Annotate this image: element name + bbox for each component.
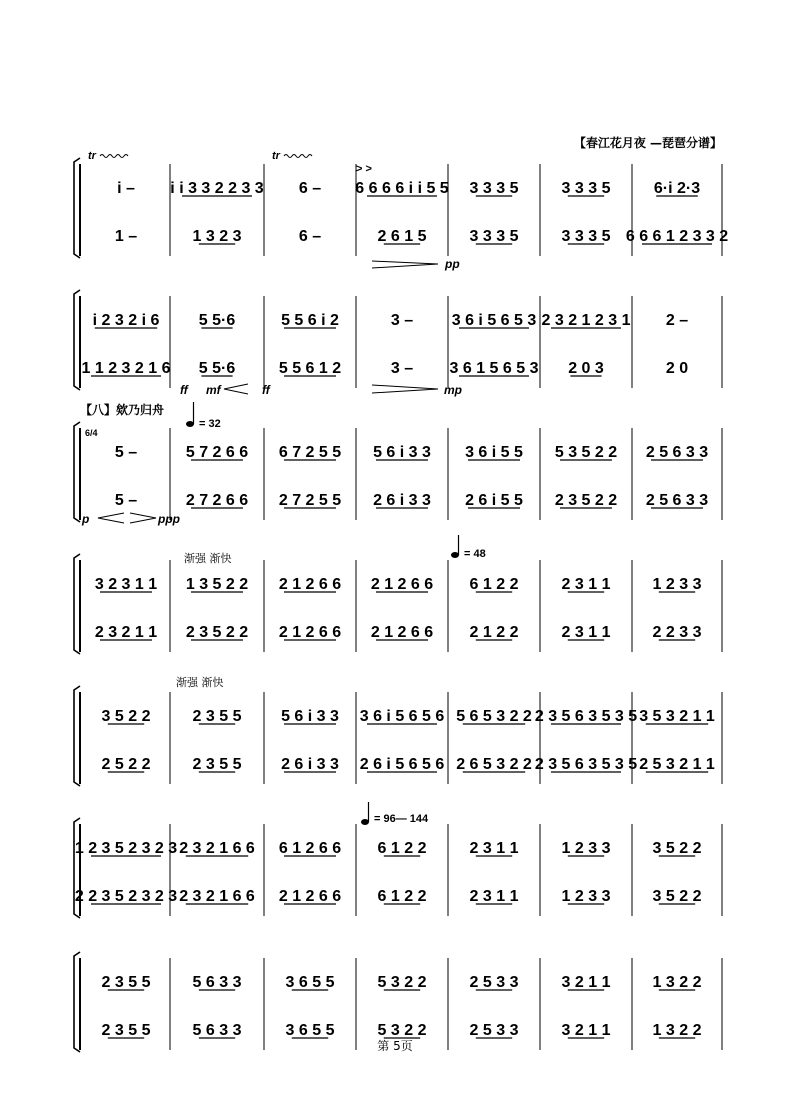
decrescendo-hairpin (372, 385, 438, 393)
dynamic-pp: pp (445, 257, 460, 271)
crescendo-hairpin (224, 384, 248, 394)
upper-staff-measure: 3 2 1 1 (561, 974, 611, 991)
trill-marking: tr (88, 150, 96, 162)
measures (75, 180, 728, 1039)
upper-staff-measure: 1 2 3 5 2 3 2 3 (74, 840, 178, 857)
page-header: 【春江花月夜 —琵琶分谱】 (573, 136, 722, 150)
expression-text: 渐强 渐快 (184, 552, 232, 565)
upper-staff-measure: 3 5 2 2 (652, 840, 702, 857)
upper-staff-measure: 2 3 2 1 2 3 1 (541, 312, 631, 329)
lower-staff-measure: 1 3 2 2 (652, 1022, 702, 1039)
upper-staff-measure: 5 6 i 3 3 (281, 708, 339, 725)
upper-staff-measure: 5 5 6 i 2 (281, 312, 339, 329)
upper-staff-measure: 6·i 2·3 (653, 180, 701, 197)
upper-staff-measure: 6 1 2 2 (377, 840, 427, 857)
lower-staff-measure: 2 2 3 5 2 3 2 3 (74, 888, 178, 905)
lower-staff-measure: 2 0 (665, 360, 689, 377)
upper-staff-measure: 5 7 2 6 6 (185, 444, 249, 461)
lower-staff-measure: 1 – (114, 228, 138, 245)
upper-staff-measure: 3 6 i 5 5 (465, 444, 523, 461)
upper-staff-measure: 5 5·6 (198, 312, 236, 329)
lower-staff-measure: 2 6 i 5 5 (465, 492, 523, 509)
upper-staff-measure: 5 6 i 3 3 (373, 444, 431, 461)
lower-staff-measure: 2 5 3 3 (469, 1022, 519, 1039)
lower-staff-measure: 5 5 6 1 2 (278, 360, 342, 377)
lower-staff-measure: 5 6 3 3 (192, 1022, 242, 1039)
lower-staff-measure: 2 3 2 1 6 6 (179, 888, 255, 905)
lower-staff-measure: 2 6 1 5 (377, 228, 427, 245)
lower-staff-measure: 2 3 5 2 2 (554, 492, 618, 509)
tempo-marking: = 96— 144 (374, 813, 429, 825)
tempo-marking: = 48 (464, 548, 486, 560)
time-signature: 6/4 (85, 428, 98, 438)
upper-staff-measure: 2 3 5 6 3 5 3 5 (534, 708, 638, 725)
lower-staff-measure: 3 3 3 5 (469, 228, 519, 245)
lower-staff-measure: 2 3 5 5 (101, 1022, 151, 1039)
lower-staff-measure: 2 6 i 3 3 (373, 492, 431, 509)
dynamic-ff: ff (180, 383, 188, 397)
dynamic-mf: mf (206, 383, 221, 397)
upper-staff-measure: 3 3 3 5 (469, 180, 519, 197)
lower-staff-measure: 5 5·6 (198, 360, 236, 377)
lower-staff-measure: 2 3 2 1 1 (94, 624, 158, 641)
section-label: 【八】欸乃归舟 (80, 403, 165, 417)
upper-staff-measure: 3 6 5 5 (285, 974, 335, 991)
lower-staff-measure: 2 7 2 5 5 (278, 492, 342, 509)
decrescendo-hairpin (372, 261, 438, 268)
lower-staff-measure: 2 3 5 6 3 5 3 5 (534, 756, 638, 773)
upper-staff-measure: 3 3 3 5 (561, 180, 611, 197)
dynamic-mp: mp (444, 383, 462, 397)
lower-staff-measure: 2 3 1 1 (469, 888, 519, 905)
upper-staff-measure: i – (117, 180, 135, 197)
lower-staff-measure: 3 6 1 5 6 5 3 (449, 360, 539, 377)
upper-staff-measure: 2 3 5 5 (192, 708, 242, 725)
upper-staff-measure: 2 1 2 6 6 (278, 576, 342, 593)
upper-staff-measure: i 2 3 2 i 6 (92, 312, 160, 329)
upper-staff-measure: 6 7 2 5 5 (278, 444, 342, 461)
upper-staff-measure: 2 3 2 1 6 6 (179, 840, 255, 857)
upper-staff-measure: 5 3 2 2 (377, 974, 427, 991)
upper-staff-measure: 5 3 5 2 2 (554, 444, 618, 461)
upper-staff-measure: 3 6 i 5 6 5 6 (359, 708, 445, 725)
lower-staff-measure: 5 3 2 2 (377, 1022, 427, 1039)
lower-staff-measure: 2 7 2 6 6 (185, 492, 249, 509)
upper-staff-measure: 3 2 3 1 1 (94, 576, 158, 593)
lower-staff-measure: 2 6 i 5 6 5 6 (359, 756, 445, 773)
lower-staff-measure: 6 1 2 2 (377, 888, 427, 905)
lower-staff-measure: 2 5 6 3 3 (645, 492, 709, 509)
lower-staff-measure: 1 3 2 3 (192, 228, 242, 245)
upper-staff-measure: 2 – (665, 312, 689, 329)
lower-staff-measure: 2 5 3 2 1 1 (639, 756, 715, 773)
lower-staff-measure: 2 6 i 3 3 (281, 756, 339, 773)
upper-staff-measure: 6 1 2 6 6 (278, 840, 342, 857)
lower-staff-measure: 3 2 1 1 (561, 1022, 611, 1039)
lower-staff-measure: 2 6 5 3 2 2 (456, 756, 532, 773)
lower-staff-measure: 5 – (114, 492, 138, 509)
upper-staff-measure: 2 1 2 6 6 (370, 576, 434, 593)
upper-staff-measure: 3 5 2 2 (101, 708, 151, 725)
lower-staff-measure: 2 1 2 6 6 (278, 888, 342, 905)
page-number: 第 5页 (377, 1039, 413, 1053)
lower-staff-measure: 2 5 2 2 (101, 756, 151, 773)
upper-staff-measure: 5 – (114, 444, 138, 461)
tempo-marking: = 32 (199, 418, 221, 430)
dynamic-ff: ff (262, 383, 270, 397)
lower-staff-measure: 3 5 2 2 (652, 888, 702, 905)
upper-staff-measure: 2 3 1 1 (561, 576, 611, 593)
upper-staff-measure: 5 6 5 3 2 2 (456, 708, 532, 725)
trill-marking: tr (272, 150, 280, 162)
upper-staff-measure: 3 5 3 2 1 1 (639, 708, 715, 725)
upper-staff-measure: 3 – (390, 312, 414, 329)
lower-staff-measure: 2 3 5 2 2 (185, 624, 249, 641)
lower-staff-measure: 2 3 5 5 (192, 756, 242, 773)
lower-staff-measure: 3 3 3 5 (561, 228, 611, 245)
upper-staff-measure: i i 3 3 2 2 3 3 (170, 180, 264, 197)
lower-staff-measure: 2 3 1 1 (561, 624, 611, 641)
lower-staff-measure: 3 6 5 5 (285, 1022, 335, 1039)
upper-staff-measure: 6 6 6 6 i i 5 5 (355, 180, 449, 197)
lower-staff-measure: 1 2 3 3 (561, 888, 611, 905)
quarter-note-icon (361, 802, 369, 825)
upper-staff-measure: 2 3 5 5 (101, 974, 151, 991)
crescendo-hairpin (98, 513, 124, 523)
upper-staff-measure: 5 6 3 3 (192, 974, 242, 991)
lower-staff-measure: 2 1 2 2 (469, 624, 519, 641)
upper-staff-measure: 2 5 3 3 (469, 974, 519, 991)
barlines (80, 164, 722, 1050)
dynamic-p: p (82, 512, 90, 526)
upper-staff-measure: 1 3 5 2 2 (185, 576, 249, 593)
lower-staff-measure: 6 – (298, 228, 322, 245)
upper-staff-measure: 2 3 1 1 (469, 840, 519, 857)
upper-staff-measure: 2 5 6 3 3 (645, 444, 709, 461)
lower-staff-measure: 2 2 3 3 (652, 624, 702, 641)
lower-staff-measure: 3 – (390, 360, 414, 377)
upper-staff-measure: 1 2 3 3 (652, 576, 702, 593)
dynamic-ppp: ppp (158, 512, 180, 526)
quarter-note-icon (451, 535, 459, 558)
expression-text: 渐强 渐快 (176, 676, 224, 689)
trill-wave (100, 155, 128, 158)
upper-staff-measure: 3 6 i 5 6 5 3 (451, 312, 537, 329)
lower-staff-measure: 2 0 3 (568, 360, 604, 377)
lower-staff-measure: 2 1 2 6 6 (278, 624, 342, 641)
lower-staff-measure: 1 1 2 3 2 1 6 (81, 360, 171, 377)
lower-staff-measure: 6 6 6 1 2 3 3 2 (625, 228, 729, 245)
upper-staff-measure: 6 1 2 2 (469, 576, 519, 593)
accent-marks: > > (356, 163, 372, 175)
trill-wave (284, 155, 312, 158)
upper-staff-measure: 1 3 2 2 (652, 974, 702, 991)
lower-staff-measure: 2 1 2 6 6 (370, 624, 434, 641)
upper-staff-measure: 1 2 3 3 (561, 840, 611, 857)
quarter-note-icon (186, 402, 194, 427)
upper-staff-measure: 6 – (298, 180, 322, 197)
decrescendo-hairpin (130, 513, 156, 523)
